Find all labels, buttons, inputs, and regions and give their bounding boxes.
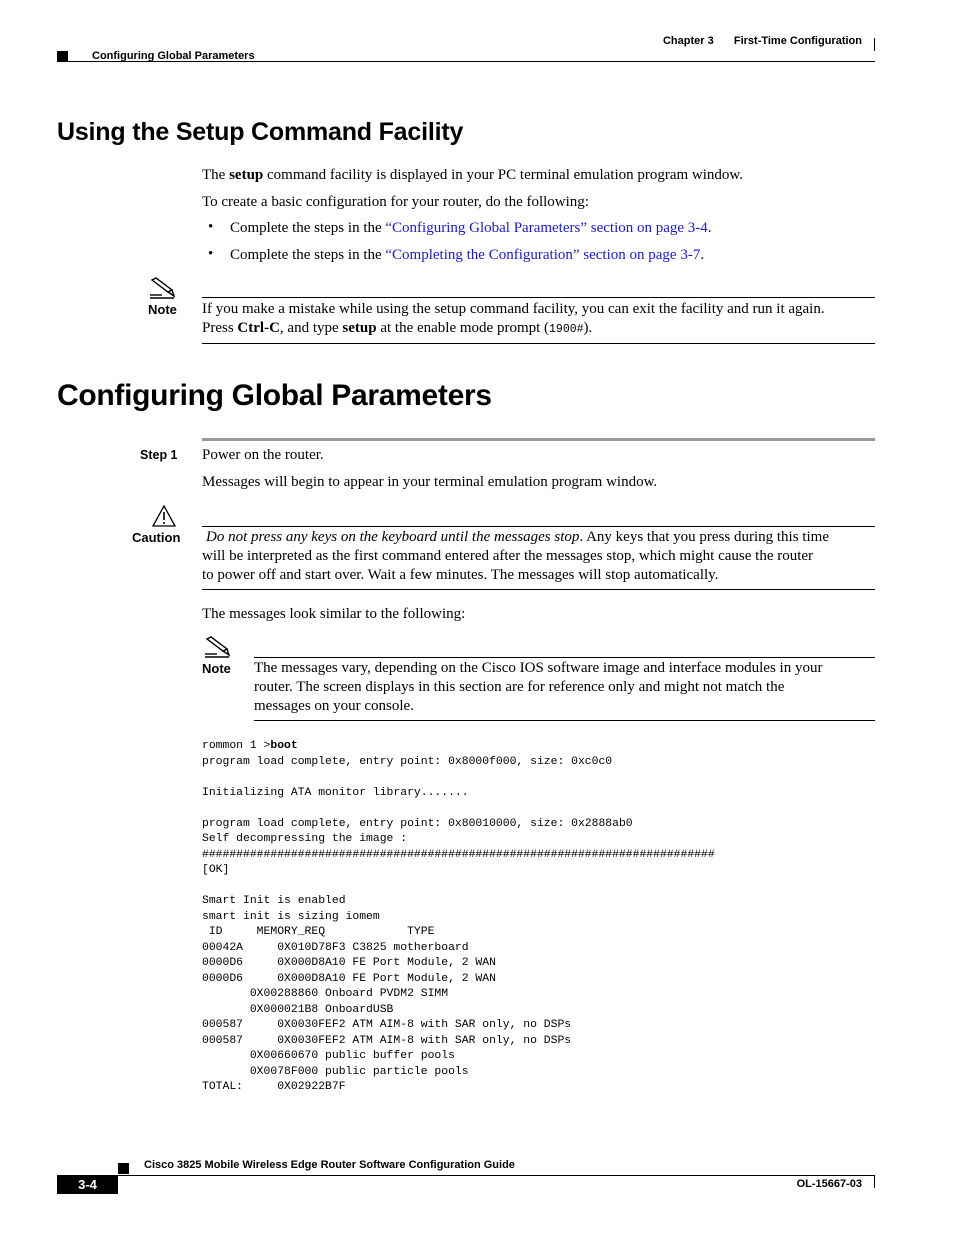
step-text: Power on the router. <box>202 447 324 463</box>
console-log: program load complete, entry point: 0x8000f000, size: 0xc0c0 Initializing ATA monitor library....... program load complete, entry point: 0x80010000, size: 0x2888ab0 Self decompressing the image : ########################################################################### [OK] Smart Init is enabled smart init is sizing iomem ID MEMORY_REQ TYPE 00042A 0X010D78F3 C3825 motherboard 0000D6 0X000D8A10 FE Port Module, 2 WAN 0000D6 0X000D8A10 FE Port Module, 2 WAN 0X00288860 Onboard PVDM2 SIMM 0X000021B8 OnboardUSB 000587 0X0030FEF2 ATM AIM-8 with SAR only, no DSPs 000587 0X0030FEF2 ATM AIM-8 with SAR only, no DSPs 0X00660670 public buffer pools 0X0078F000 public particle pools TOTAL: 0X02922B7F <box>202 755 715 1093</box>
header-chapter <box>663 35 862 47</box>
setup-keyword: setup <box>229 167 264 183</box>
section-title-setup: Using the Setup Command Facility <box>57 118 464 146</box>
footer-rule <box>57 1175 875 1176</box>
page-number: 3-4 <box>78 1177 97 1192</box>
header-rule <box>57 61 875 62</box>
note-line-3: messages on your console. <box>254 698 414 714</box>
section-title-global-parameters: Configuring Global Parameters <box>57 379 492 412</box>
note-line-1: If you make a mistake while using the setup command facility, you can exit the facility and run it again. <box>202 301 825 317</box>
step-rule <box>202 438 875 441</box>
header-chapter-title: First-Time Configuration <box>733 35 862 47</box>
caution-label: Caution <box>132 530 181 545</box>
step-paragraph: Messages will begin to appear in your terminal emulation program window. <box>202 474 658 490</box>
bullet-text-end: . <box>700 247 705 263</box>
basic-config-paragraph: To create a basic configuration for your router, do the following: <box>202 194 589 210</box>
caution-warning-icon <box>151 504 177 528</box>
caution-emphasis: Do not press any keys on the keyboard until the messages stop <box>206 529 580 545</box>
note-top-rule <box>254 657 875 658</box>
link-completing-configuration[interactable]: “Completing the Configuration” section on page 3-7 <box>385 247 701 263</box>
note-bottom-rule <box>202 343 875 344</box>
note-text: Press <box>202 320 238 336</box>
note-bottom-rule <box>254 720 875 721</box>
bullet-text-end: . <box>707 220 712 236</box>
caution-bottom-rule <box>202 589 875 590</box>
note-line-2 <box>202 319 592 339</box>
header-chapter-number: Chapter 3 <box>662 35 714 47</box>
setup-paragraph-text: The <box>202 167 230 183</box>
note-pencil-icon <box>148 276 178 300</box>
note-label: Note <box>148 302 177 317</box>
setup-paragraph-text-end: command facility is displayed in your PC terminal emulation program window. <box>263 167 744 183</box>
caution-top-rule <box>202 526 875 527</box>
caution-line-1 <box>202 528 829 547</box>
note-line-2: router. The screen displays in this section are for reference only and might not match the <box>254 679 785 695</box>
prompt-code: 1900# <box>549 323 584 336</box>
setup-paragraph <box>202 166 743 185</box>
bullet-item <box>230 219 712 238</box>
caution-line-3: to power off and start over. Wait a few minutes. The messages will stop automatically. <box>202 567 719 583</box>
messages-intro: The messages look similar to the following: <box>202 606 466 622</box>
footer-tick <box>874 1175 875 1188</box>
bullet-text: Complete the steps in the <box>230 247 386 263</box>
console-output <box>202 739 715 1096</box>
console-prompt: rommon 1 > <box>202 740 271 752</box>
console-command: boot <box>270 740 298 752</box>
header-section: Configuring Global Parameters <box>92 50 255 62</box>
note-text: at the enable mode prompt ( <box>376 320 550 336</box>
footer-doc-number: OL-15667-03 <box>796 1178 862 1190</box>
setup-keyword: setup <box>342 320 377 336</box>
note-top-rule <box>202 297 875 298</box>
bullet-dot: • <box>208 219 214 235</box>
bullet-text: Complete the steps in the <box>230 220 386 236</box>
note-pencil-icon <box>203 635 233 659</box>
footer-doc-title: Cisco 3825 Mobile Wireless Edge Router Software Configuration Guide <box>144 1159 515 1171</box>
header-tick <box>874 38 875 51</box>
ctrl-c-keyword: Ctrl-C <box>237 320 280 336</box>
bullet-dot: • <box>208 246 214 262</box>
note-text: ). <box>583 320 593 336</box>
note-line-1: The messages vary, depending on the Cisco IOS software image and interface modules in your <box>254 660 823 676</box>
bullet-item <box>230 246 704 265</box>
footer-marker <box>118 1163 129 1174</box>
note-text: , and type <box>279 320 343 336</box>
note-label: Note <box>202 661 231 676</box>
step-label: Step 1 <box>140 448 178 462</box>
link-configuring-global-parameters[interactable]: “Configuring Global Parameters” section on page 3-4 <box>385 220 708 236</box>
caution-text: . Any keys that you press during this time <box>579 529 829 545</box>
caution-line-2: will be interpreted as the first command entered after the messages stop, which might cause the router <box>202 548 814 564</box>
